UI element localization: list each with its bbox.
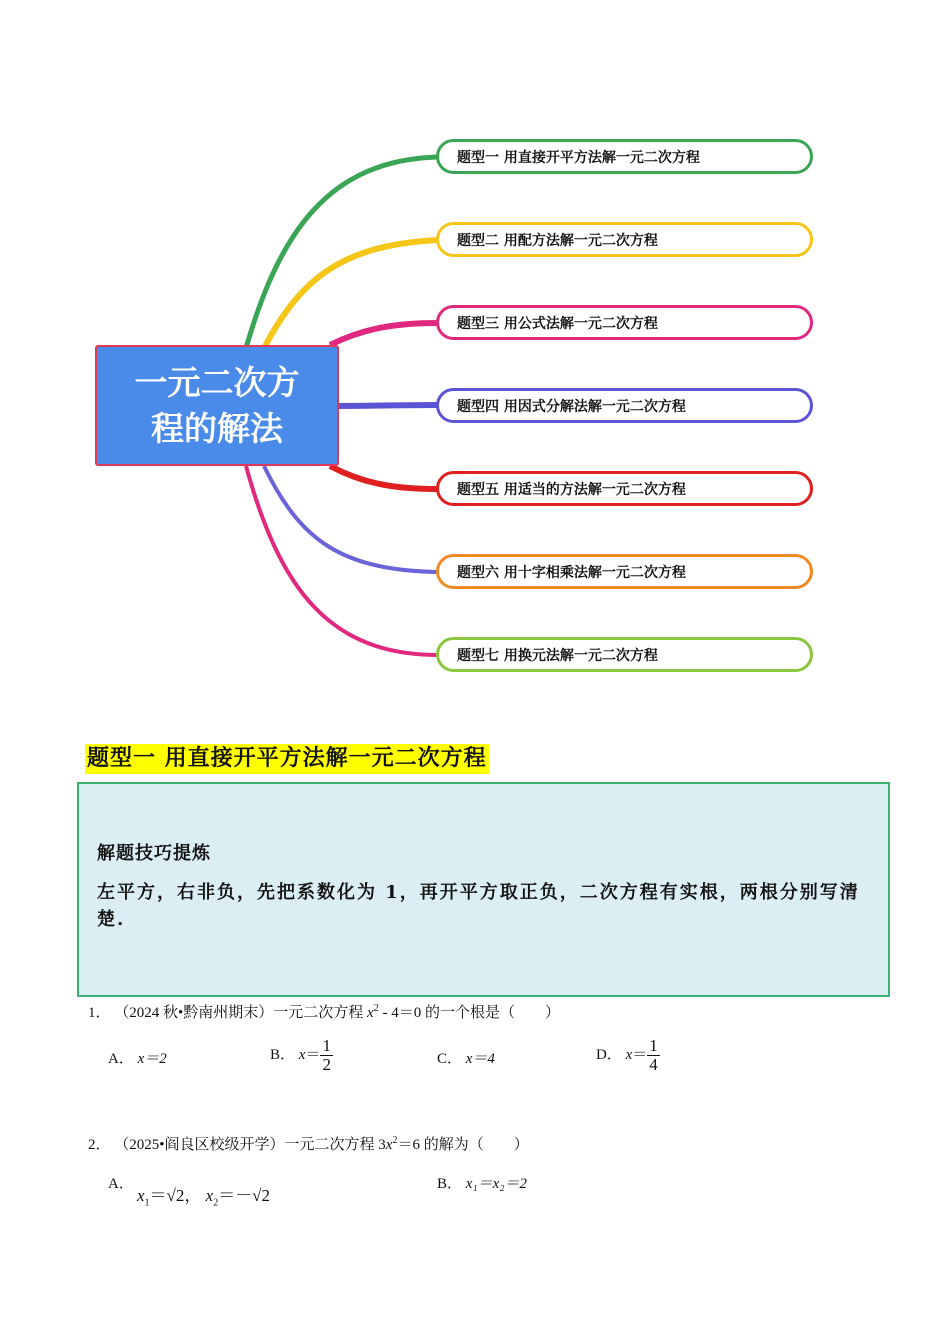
question-1-exponent: 2 (373, 1003, 379, 1014)
section-title: 题型一 用直接开平方法解一元二次方程 (85, 744, 489, 774)
question-2-text-before: 一元二次方程 3 (284, 1137, 386, 1153)
central-topic-label: 一元二次方程的解法 (134, 362, 300, 448)
question-2-option-a-content (137, 1181, 270, 1208)
branch-1 (436, 139, 813, 174)
branch-5 (436, 471, 813, 506)
branch-6 (436, 554, 813, 589)
x1-value: ＝√2， (149, 1186, 202, 1205)
connector-7 (246, 466, 438, 655)
option-label: A． (108, 1051, 134, 1067)
branch-2-label: 题型二 用配方法解一元二次方程 (457, 232, 658, 249)
connector-1 (246, 157, 438, 348)
tips-heading: 解题技巧提炼 (97, 843, 211, 864)
branch-3-label: 题型三 用公式法解一元二次方程 (457, 315, 658, 332)
tips-box (77, 782, 890, 997)
option-label: B． (270, 1046, 296, 1063)
option-text: x＝4 (465, 1051, 495, 1067)
x2-subscript: 2 (213, 1197, 219, 1209)
question-1-text-after: - 4＝0 的一个根是（ ） (378, 1005, 560, 1021)
tips-body: 左平方，右非负，先把系数化为 1，再开平方取正负，二次方程有实根，两根分别写清楚. (97, 882, 860, 930)
connector-6 (264, 466, 438, 572)
question-2-option-a[interactable] (108, 1172, 134, 1193)
connector-3 (330, 323, 438, 345)
branch-1-label: 题型一 用直接开平方法解一元二次方程 (457, 149, 700, 166)
fraction-numerator: 1 (322, 1036, 331, 1055)
option-var: x (625, 1046, 633, 1063)
fraction (320, 1037, 333, 1074)
question-2-number: 2． (88, 1137, 111, 1153)
question-1-option-d[interactable] (596, 1037, 660, 1074)
branch-7-label: 题型七 用换元法解一元二次方程 (457, 647, 658, 664)
connector-5 (330, 466, 438, 489)
option-text: x＝2 (137, 1051, 167, 1067)
x1-subscript: 1 (144, 1197, 150, 1209)
branch-6-label: 题型六 用十字相乘法解一元二次方程 (457, 564, 686, 581)
central-topic (95, 345, 339, 466)
question-1-source: （2024 秋•黔南州期末） (114, 1005, 274, 1021)
option-eq: ＝ (305, 1046, 321, 1063)
question-2-var: x (385, 1137, 393, 1153)
fraction-denominator: 4 (649, 1055, 658, 1074)
x1-var: x (137, 1186, 145, 1205)
option-label: A． (108, 1176, 134, 1192)
question-2-source: （2025•阎良区校级开学） (114, 1137, 285, 1153)
question-2-exponent: 2 (392, 1135, 398, 1146)
branch-4 (436, 388, 813, 423)
question-2-text-after: ＝6 的解为（ ） (397, 1137, 529, 1153)
option-var: x (298, 1046, 306, 1063)
option-eq: ＝ (632, 1046, 648, 1063)
question-1-var: x (367, 1005, 374, 1021)
question-1-option-b[interactable] (270, 1037, 333, 1074)
question-1-text-before: 一元二次方程 (273, 1005, 368, 1021)
branch-4-label: 题型四 用因式分解法解一元二次方程 (457, 398, 686, 415)
x2-var: x (205, 1186, 214, 1205)
question-1-number: 1． (88, 1005, 111, 1021)
connector-2 (264, 240, 438, 348)
fraction (647, 1037, 660, 1074)
question-1-option-a[interactable] (108, 1047, 167, 1068)
branch-2 (436, 222, 813, 257)
option-text: x₁＝x₂＝2 (465, 1176, 528, 1192)
question-1-option-c[interactable] (437, 1047, 495, 1068)
x2-value: ＝－√2 (218, 1186, 271, 1205)
question-2-stem (88, 1133, 529, 1154)
option-label: D． (596, 1046, 622, 1063)
option-label: C． (437, 1051, 463, 1067)
connector-4 (338, 405, 438, 406)
question-1-stem (88, 1001, 560, 1022)
option-label: B． (437, 1176, 463, 1192)
fraction-denominator: 2 (322, 1055, 331, 1074)
fraction-numerator: 1 (649, 1036, 658, 1055)
branch-5-label: 题型五 用适当的方法解一元二次方程 (457, 481, 686, 498)
branch-7 (436, 637, 813, 672)
branch-3 (436, 305, 813, 340)
question-2-option-b[interactable] (437, 1172, 527, 1193)
